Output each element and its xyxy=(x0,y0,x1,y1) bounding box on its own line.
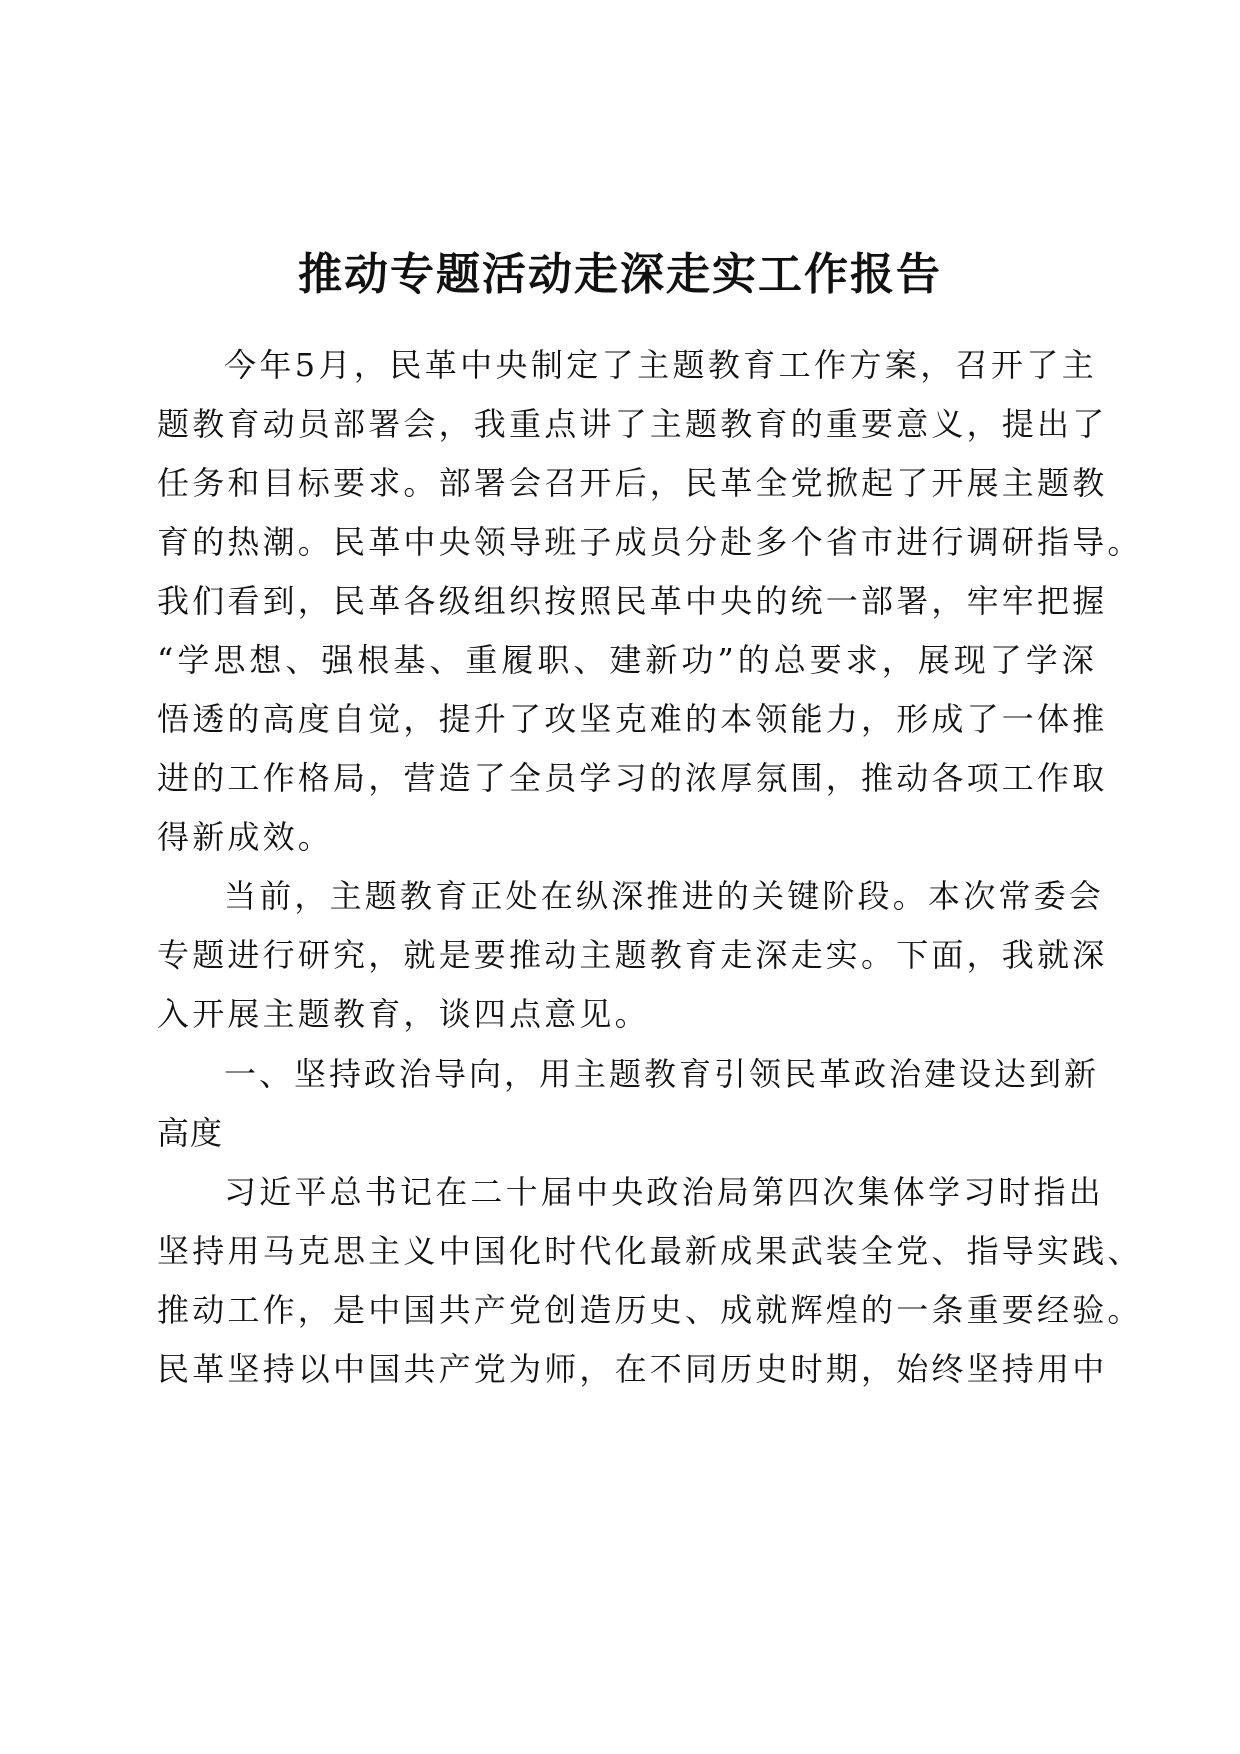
document-title: 推动专题活动走深走实工作报告 xyxy=(298,249,942,300)
paragraph-2-line-2: 专题进行研究，就是要推动主题教育走深走实。下面，我就深 xyxy=(157,936,1108,974)
paragraph-1-line-1: 今年5月，民革中央制定了主题教育工作方案，召开了主 xyxy=(224,346,1097,384)
paragraph-2-line-1: 当前，主题教育正处在纵深推进的关键阶段。本次常委会 xyxy=(224,877,1105,915)
paragraph-3-line-3: 推动工作，是中国共产党创造历史、成就辉煌的一条重要经验。 xyxy=(157,1291,1143,1329)
paragraph-1-line-4: 育的热潮。民革中央领导班子成员分赴多个省市进行调研指导。 xyxy=(157,523,1143,561)
paragraph-2-line-3: 入开展主题教育，谈四点意见。 xyxy=(157,995,650,1033)
paragraph-1-line-8: 进的工作格局，营造了全员学习的浓厚氛围，推动各项工作取 xyxy=(157,759,1108,797)
paragraph-1-line-6: “学思想、强根基、重履职、建新功”的总要求，展现了学深 xyxy=(157,641,1097,679)
paragraph-3-line-4: 民革坚持以中国共产党为师，在不同历史时期，始终坚持用中 xyxy=(157,1350,1108,1388)
paragraph-3-line-1: 习近平总书记在二十届中央政治局第四次集体学习时指出 xyxy=(224,1173,1105,1211)
paragraph-1-line-5: 我们看到，民革各级组织按照民革中央的统一部署，牢牢把握 xyxy=(157,582,1108,620)
paragraph-1-line-7: 悟透的高度自觉，提升了攻坚克难的本领能力，形成了一体推 xyxy=(157,700,1108,738)
section-heading-line-1: 一、坚持政治导向，用主题教育引领民革政治建设达到新 xyxy=(224,1055,1097,1093)
paragraph-1-line-9: 得新成效。 xyxy=(157,818,334,856)
paragraph-1-line-2: 题教育动员部署会，我重点讲了主题教育的重要意义，提出了 xyxy=(157,405,1108,443)
paragraph-3-line-2: 坚持用马克思主义中国化时代化最新成果武装全党、指导实践、 xyxy=(157,1232,1143,1270)
paragraph-1-line-3: 任务和目标要求。部署会召开后，民革全党掀起了开展主题教 xyxy=(157,464,1108,502)
section-heading-line-2: 高度 xyxy=(157,1114,224,1152)
